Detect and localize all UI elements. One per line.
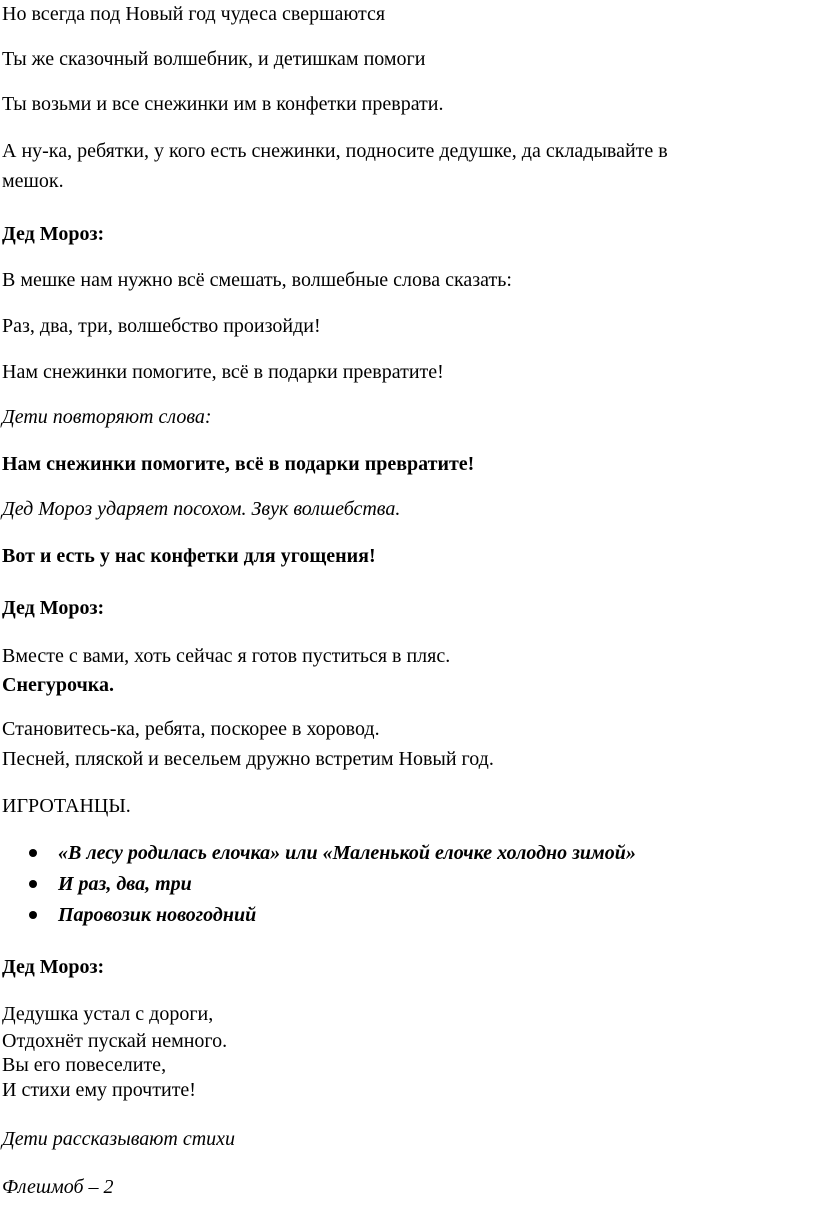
- stage-direction: Дед Мороз ударяет посохом. Звук волшебства.: [2, 498, 401, 520]
- list-item: Паровозик новогодний: [58, 904, 257, 926]
- list-item: «В лесу родилась елочка» или «Маленькой елочке холодно зимой»: [58, 842, 636, 864]
- speaker-heading: Снегурочка.: [2, 674, 115, 696]
- speaker-heading: Дед Мороз:: [2, 223, 105, 245]
- stage-direction: Дети рассказывают стихи: [2, 1128, 236, 1150]
- text-line: Ты же сказочный волшебник, и детишкам помоги: [2, 48, 426, 70]
- text-line: Вместе с вами, хоть сейчас я готов пуститься в пляс.: [2, 645, 451, 667]
- text-line: мешок.: [2, 170, 64, 192]
- text-line: Становитесь-ка, ребята, поскорее в хоровод.: [2, 718, 380, 740]
- text-line: Нам снежинки помогите, всё в подарки превратите!: [2, 361, 444, 383]
- text-line: А ну-ка, ребятки, у кого есть снежинки, подносите дедушке, да складывайте в: [2, 140, 668, 162]
- text-line: Песней, пляской и весельем дружно встретим Новый год.: [2, 748, 494, 770]
- text-line: Отдохнёт пускай немного.: [2, 1030, 228, 1052]
- text-line: Но всегда под Новый год чудеса свершаются: [2, 3, 386, 25]
- speaker-heading: Дед Мороз:: [2, 956, 105, 978]
- emphasis-line: Нам снежинки помогите, всё в подарки превратите!: [2, 453, 475, 475]
- text-line: В мешке нам нужно всё смешать, волшебные слова сказать:: [2, 269, 512, 291]
- bullet-icon: [29, 880, 37, 888]
- stage-direction: Дети повторяют слова:: [2, 406, 212, 428]
- text-line: Дедушка устал с дороги,: [2, 1003, 214, 1025]
- section-heading: ИГРОТАНЦЫ.: [2, 795, 131, 817]
- text-line: Раз, два, три, волшебство произойди!: [2, 315, 321, 337]
- speaker-heading: Дед Мороз:: [2, 597, 105, 619]
- text-line: И стихи ему прочтите!: [2, 1079, 196, 1101]
- text-line: Ты возьми и все снежинки им в конфетки преврати.: [2, 93, 444, 115]
- emphasis-line: Вот и есть у нас конфетки для угощения!: [2, 545, 376, 567]
- stage-direction: Флешмоб – 2: [2, 1176, 114, 1198]
- list-item: И раз, два, три: [58, 873, 192, 895]
- bullet-icon: [29, 849, 37, 857]
- bullet-icon: [29, 911, 37, 919]
- text-line: Вы его повеселите,: [2, 1054, 167, 1076]
